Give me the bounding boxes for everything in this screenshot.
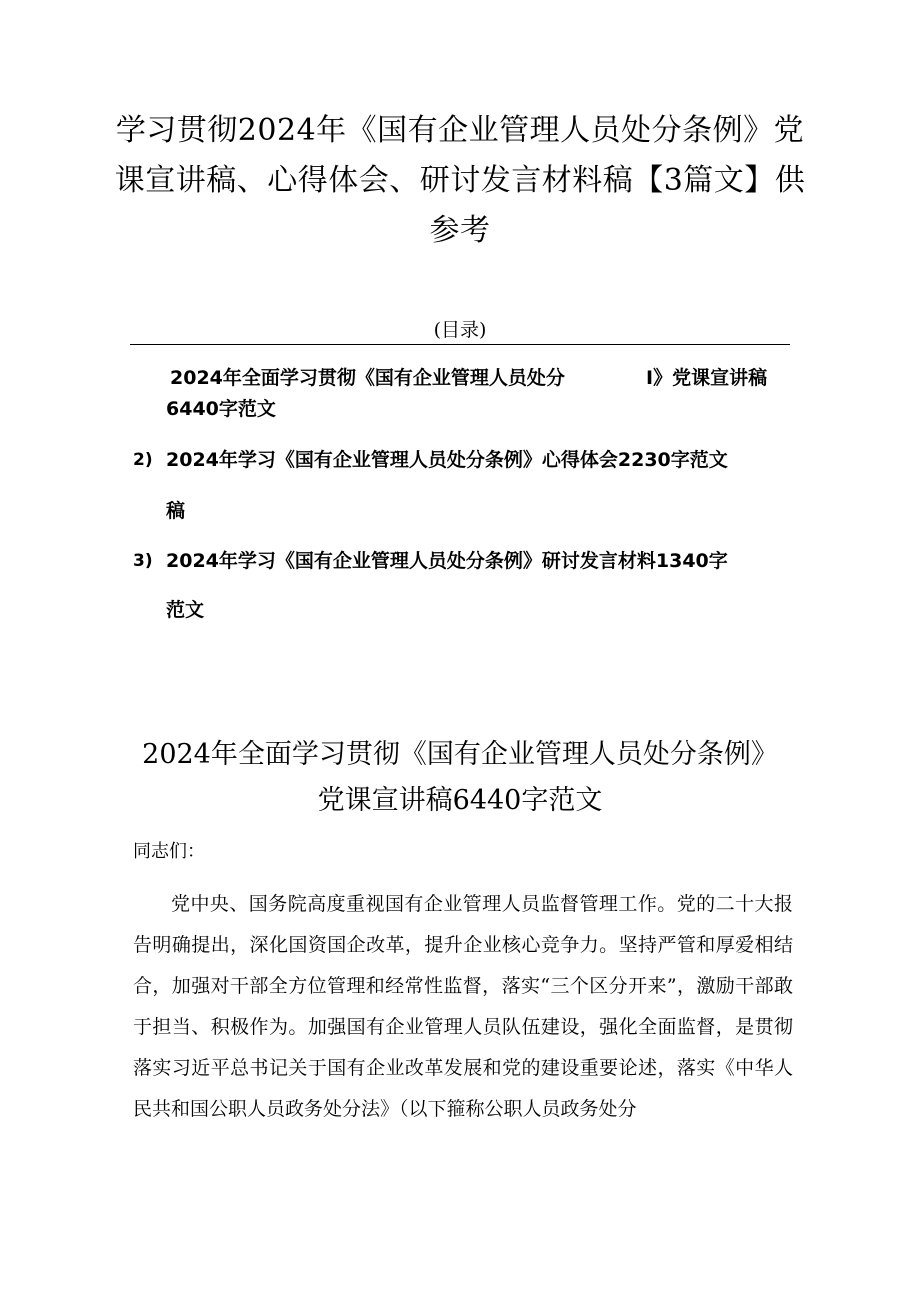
section-title: [110, 732, 810, 824]
toc-item-3-number: 3): [133, 551, 153, 571]
section-title-line: 2024年全面学习贯彻《国有企业管理人员处分条例》: [142, 739, 778, 770]
document-title-line: 课宣讲稿、心得体会、研讨发言材料稿【3篇文】供: [114, 163, 806, 198]
toc-item-1-line1-left: 2024年全面学习贯彻《国有企业管理人员处分: [170, 367, 565, 389]
toc-item-2-line1: 2024年学习《国有企业管理人员处分条例》心得体会2230字范文: [166, 449, 728, 471]
body-paragraph: 党中央、国务院高度重视国有企业管理人员监督管理工作。党的二十大报告明确提出，深化国资国企改革，提升企业核心竞争力。坚持严管和厚爱相结合，加强对干部全方位管理和经常性监督，落实“三个区分开来”，激励干部敢于担当、积极作为。加强国有企业管理人员队伍建设，强化全面监督，是贯彻落实习近平总书记关于国有企业改革发展和党的建设重要论述，落实《中华人民共和国公职人员政务处分法》（以下箍称公职人员政务处分: [133, 893, 793, 1120]
toc-divider: [130, 344, 790, 345]
document-title: [110, 106, 810, 256]
toc-item-3-line1: 2024年学习《国有企业管理人员处分条例》研讨发言材料1340字: [166, 550, 728, 572]
toc-item-1-line1-right: I》党课宣讲稿: [646, 367, 768, 389]
document-title-line: 学习贯彻2024年《国有企业管理人员处分条例》党: [115, 113, 805, 148]
toc-item-3-line2: 范文: [166, 599, 205, 621]
toc-heading: (目录): [433, 319, 487, 341]
section-title-line: 党课宣讲稿6440字范文: [317, 785, 603, 816]
salutation: 同志们：: [133, 841, 205, 862]
toc-item-1-line2: 6440字范文: [166, 398, 276, 420]
document-title-line: 参考: [429, 213, 491, 248]
toc-item-2-number: 2): [133, 450, 153, 470]
toc-item-2-line2: 稿: [166, 500, 186, 522]
